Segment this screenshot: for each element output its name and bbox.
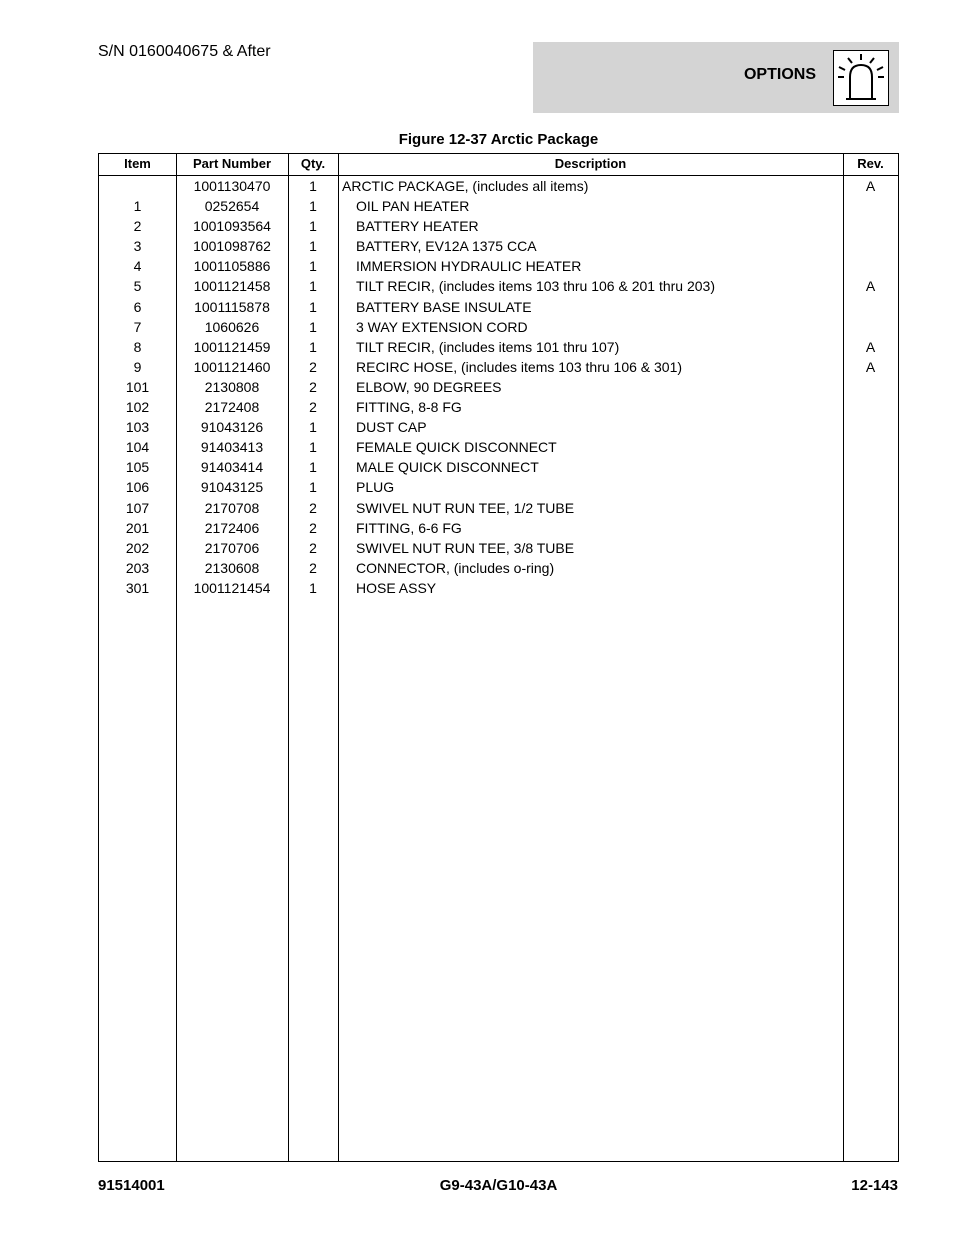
table-row [99,256,898,276]
page-number: 12-143 [851,1177,898,1194]
parts-table [98,153,899,1162]
table-row [99,216,898,236]
part-number-cell: 1001098762 [193,238,271,255]
description-cell: ELBOW, 90 DEGREES [356,378,502,395]
item-cell: 103 [125,419,150,436]
part-number-cell: 2170708 [204,499,260,516]
part-number-cell: 2172406 [204,519,260,536]
qty-cell: 2 [309,399,317,416]
figure-title: Figure 12-37 Arctic Package [398,131,599,148]
qty-cell: 2 [309,358,317,375]
description-cell: TILT RECIR, (includes items 101 thru 107) [356,338,620,355]
table-row [99,457,898,477]
rev-cell: A [865,358,876,375]
item-cell: 203 [125,559,150,576]
qty-cell: 1 [309,238,317,255]
table-body [99,176,898,598]
part-number-cell: 91403413 [200,439,264,456]
table-row [99,578,898,598]
part-number-cell: 1001121454 [193,579,271,596]
item-cell: 301 [125,579,150,596]
table-row [99,276,898,296]
qty-cell: 1 [309,439,317,456]
description-cell: BATTERY HEATER [356,218,479,235]
qty-cell: 1 [309,419,317,436]
item-cell: 6 [133,298,142,315]
qty-cell: 1 [309,278,317,295]
description-cell: OIL PAN HEATER [356,198,470,215]
item-cell: 201 [125,519,150,536]
qty-cell: 1 [309,178,317,194]
item-cell: 102 [125,399,150,416]
item-cell: 3 [133,238,142,255]
part-number-cell: 1060626 [204,318,260,335]
table-row [99,558,898,578]
serial-number: S/N 0160040675 & After [98,43,271,60]
part-number-cell: 1001105886 [193,258,271,275]
item-cell: 101 [125,378,150,395]
table-row [99,538,898,558]
qty-cell: 2 [309,539,317,556]
description-cell: MALE QUICK DISCONNECT [356,459,539,476]
table-row [99,498,898,518]
section-banner [533,42,899,113]
header-rev: Rev. [857,156,884,171]
part-number-cell: 91403414 [200,459,264,476]
rev-cell: A [865,278,876,295]
description-cell: FITTING, 8-8 FG [356,399,462,416]
part-number-cell: 1001121458 [193,278,271,295]
description-cell: RECIRC HOSE, (includes items 103 thru 106 & 301) [356,358,683,375]
description-cell: BATTERY, EV12A 1375 CCA [356,238,537,255]
part-number-cell: 0252654 [204,198,260,215]
qty-cell: 1 [309,459,317,476]
table-row [99,196,898,216]
part-number-cell: 1001115878 [194,298,270,315]
part-number-cell: 1001093564 [193,218,271,235]
table-row [99,176,898,196]
qty-cell: 2 [309,499,317,516]
table-row [99,477,898,497]
header-qty: Qty. [300,156,326,171]
section-label: OPTIONS [743,66,816,83]
part-number-cell: 2130808 [204,378,260,395]
qty-cell: 1 [309,298,317,315]
table-row [99,377,898,397]
qty-cell: 2 [309,378,317,395]
part-number-cell: 91043126 [200,419,264,436]
description-cell: PLUG [356,479,395,496]
item-cell: 105 [125,459,150,476]
part-number-cell: 1001121459 [193,338,271,355]
qty-cell: 2 [309,559,317,576]
item-cell: 5 [133,278,142,295]
qty-cell: 2 [309,519,317,536]
table-row [99,437,898,457]
item-cell: 1 [133,198,142,215]
qty-cell: 1 [309,218,317,235]
qty-cell: 1 [309,198,317,215]
item-cell: 202 [125,539,150,556]
description-cell: ARCTIC PACKAGE, (includes all items) [342,178,589,194]
table-row [99,236,898,256]
header-description: Description [554,156,627,171]
qty-cell: 1 [309,338,317,355]
table-row [99,357,898,377]
header-part-number: Part Number [192,156,272,171]
description-cell: TILT RECIR, (includes items 103 thru 106 & 201 thru 203) [356,278,715,295]
part-number-cell: 1001121460 [193,358,271,375]
table-row [99,317,898,337]
item-cell: 107 [125,499,150,516]
description-cell: IMMERSION HYDRAULIC HEATER [356,258,582,275]
part-number-cell: 91043125 [200,479,264,496]
item-cell: 8 [133,338,142,355]
table-row [99,518,898,538]
table-row [99,397,898,417]
item-cell: 9 [133,358,142,375]
qty-cell: 1 [309,318,317,335]
item-cell: 4 [133,258,142,275]
qty-cell: 1 [309,579,317,596]
qty-cell: 1 [309,479,317,496]
doc-number: 91514001 [98,1177,165,1194]
description-cell: BATTERY BASE INSULATE [356,298,532,315]
part-number-cell: 2170706 [204,539,260,556]
qty-cell: 1 [309,258,317,275]
model-name: G9-43A/G10-43A [439,1177,558,1194]
description-cell: FEMALE QUICK DISCONNECT [356,439,557,456]
table-row [99,417,898,437]
part-number-cell: 2130608 [204,559,260,576]
description-cell: SWIVEL NUT RUN TEE, 3/8 TUBE [356,539,575,556]
header-item: Item [124,156,151,171]
item-cell: 106 [125,479,150,496]
rev-cell: A [865,338,876,355]
description-cell: HOSE ASSY [356,579,437,596]
part-number-cell: 1001130470 [193,178,271,194]
description-cell: SWIVEL NUT RUN TEE, 1/2 TUBE [356,499,575,516]
part-number-cell: 2172408 [204,399,260,416]
table-row [99,337,898,357]
description-cell: DUST CAP [356,419,427,436]
item-cell: 2 [133,218,142,235]
rev-cell: A [865,178,876,194]
beacon-light-icon [833,50,889,106]
description-cell: FITTING, 6-6 FG [356,519,462,536]
item-cell: 7 [133,318,142,335]
table-row [99,297,898,317]
item-cell: 104 [125,439,150,456]
description-cell: CONNECTOR, (includes o-ring) [356,559,555,576]
description-cell: 3 WAY EXTENSION CORD [356,318,528,335]
